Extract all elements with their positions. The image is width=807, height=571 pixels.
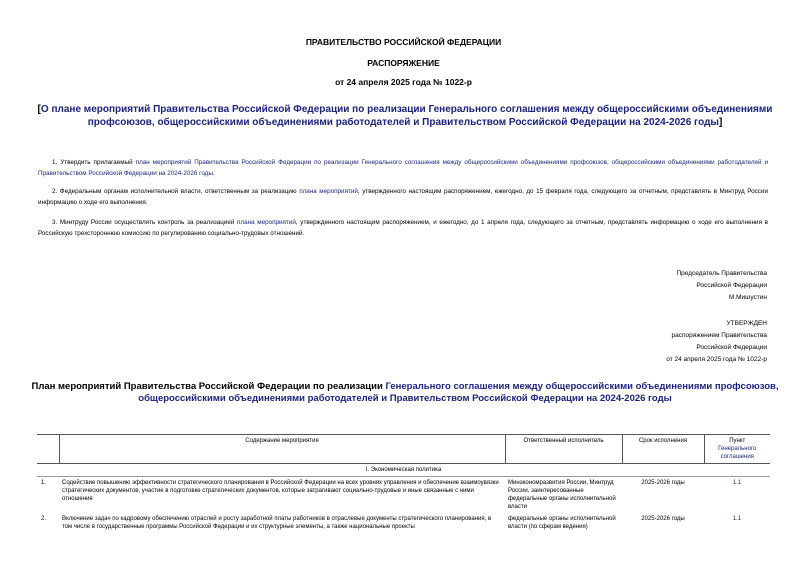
row-deadline: 2025-2026 годы [641, 480, 685, 486]
plan-title-text: План мероприятий Правительства Российской Федерации по реализации [31, 381, 386, 392]
plan-title [30, 381, 780, 405]
plan-title-link[interactable]: Генерального соглашения между общероссийскими объединениями профсоюзов, общероссийскими объединениями работодателей и Правительством Российской Федерации на 2024-2026 годы [138, 381, 779, 404]
row-deadline: 2025-2026 годы [641, 516, 685, 522]
row-num: 1. [41, 480, 47, 486]
section-row [37, 464, 770, 477]
paragraph-3 [38, 217, 768, 239]
subject-bracket-open: [ [37, 104, 41, 115]
plan-link-2[interactable]: плана мероприятий [299, 188, 358, 195]
subject-bracket-close: ] [718, 117, 723, 128]
header-point-link[interactable]: Генерального соглашения [718, 446, 757, 460]
document-date-number: от 24 апреля 2025 года № 1022-р [335, 77, 472, 87]
paragraph-2 [38, 186, 768, 208]
row-content: Включение задач по кадровому обеспечению отраслей и росту заработной платы работников в отраслевые документы стратегического планирования, в том числе в государственные программы Российской Федерации и их структурные элементы, а также национальные проекты [62, 516, 492, 530]
header-point-label: Пункт [729, 438, 746, 444]
table-header-row [37, 435, 770, 464]
paragraph-2-end: , утвержденного настоящим распоряжением, ежегодно, до 15 февраля года, следующего за отчетным, представлять в Минтруд России информацию о ходе его выполнения. [38, 188, 768, 206]
row-executor: федеральные органы исполнительной власти (по сферам ведения) [508, 516, 616, 530]
paragraph-3-end: , утвержденного настоящим распоряжением, и ежегодно, до 1 апреля года, следующего за отчетным, представлять информацию о ходе его выполнения в Российскую трехстороннюю комиссию по регулированию социально-трудовых отношений. [38, 219, 769, 237]
paragraph-2-text: 2. Федеральным органам исполнительной власти, ответственным за реализацию [52, 188, 300, 195]
header-content: Содержание мероприятия [59, 435, 505, 464]
document-type: РАСПОРЯЖЕНИЕ [367, 58, 440, 68]
approval-block [567, 318, 767, 366]
paragraph-1 [38, 157, 768, 179]
document-subject [30, 103, 780, 129]
table-row [37, 477, 770, 514]
plan-link-3[interactable]: плана мероприятий [237, 219, 296, 226]
approval-date: от 24 апреля 2025 года № 1022-р [666, 356, 767, 363]
header-deadline: Срок исполнения [622, 435, 704, 464]
row-executor: Минэкономразвития России, Минтруд России, заинтересованные федеральные органы исполнительной власти [508, 480, 616, 510]
signature-body: Российской Федерации [696, 282, 767, 289]
row-num: 2. [41, 516, 47, 522]
plan-table [37, 434, 770, 533]
subject-link-rest[interactable]: е мероприятий Правительства Российской Федерации по реализации Генерального соглашения между общероссийскими объединениями профсоюзов, общероссийскими объединениями работодателей и Правительством Российской Федерации на 2024-2026 годы [75, 104, 773, 128]
header-num [37, 435, 59, 464]
approval-body: Российской Федерации [696, 344, 767, 351]
row-point-link[interactable]: 1.1 [732, 480, 742, 486]
approval-by: распоряжением Правительства [671, 332, 767, 339]
header-point [704, 435, 770, 464]
signature-position: Председатель Правительства [676, 270, 767, 277]
row-content: Содействие повышению эффективности стратегического планирования в Российской Федерации на всех уровнях управления и обеспечение взаимоувязки стратегических документов, участие в подготовке стратегических документов, которые затрагивают социально-трудовые и иные связанные с ними отношения [62, 480, 499, 502]
government-title: ПРАВИТЕЛЬСТВО РОССИЙСКОЙ ФЕДЕРАЦИИ [305, 37, 502, 47]
subject-link[interactable]: О план [40, 104, 76, 115]
plan-link-1[interactable]: план мероприятий Правительства Российской Федерации по реализации Генерального соглашения между общероссийскими объединениями профсоюзов, общероссийскими объединениями работодателей и Правительством Российской Федерации на 2024-2026 годы [38, 159, 769, 177]
approval-label: УТВЕРЖДЕН [726, 320, 767, 327]
signature-name: М.Мишустин [728, 294, 767, 301]
signature-block [567, 268, 767, 304]
table-row [37, 513, 770, 533]
section-title: I. Экономическая политика [37, 464, 770, 477]
paragraph-1-end: . [212, 170, 215, 177]
paragraph-1-text: 1. Утвердить прилагаемый [52, 159, 136, 166]
row-point-link[interactable]: 1.1 [732, 516, 742, 522]
header-executor: Ответственный исполнитель [505, 435, 622, 464]
paragraph-3-text: 3. Минтруду России осуществлять контроль за реализацией [52, 219, 238, 226]
